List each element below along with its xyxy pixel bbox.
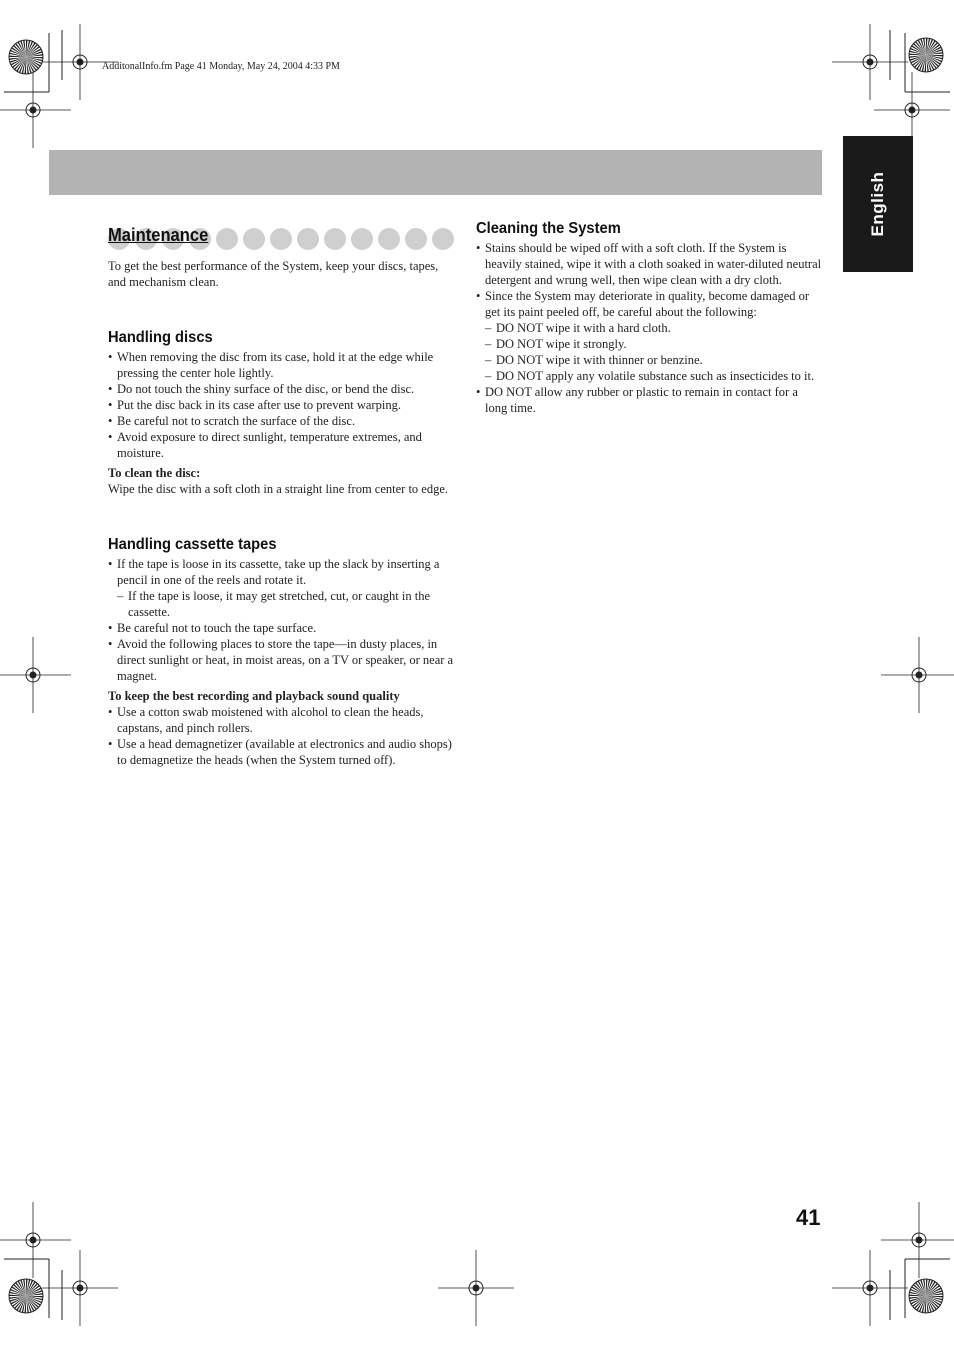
header-band	[49, 150, 822, 195]
decorative-dot	[405, 228, 427, 250]
handling-discs-title: Handling discs	[108, 329, 213, 346]
list-item: • Avoid exposure to direct sunlight, temperature extremes, and moisture.	[108, 429, 454, 461]
handling-tapes-list	[108, 556, 454, 588]
decorative-dot	[432, 228, 454, 250]
language-label: English	[868, 171, 887, 237]
registration-target-icon	[438, 1250, 514, 1326]
cleaning-system-list-cont	[476, 384, 822, 416]
quality-list	[108, 704, 454, 768]
quality-subhead: To keep the best recording and playback sound quality	[108, 689, 400, 703]
decorative-dot	[216, 228, 238, 250]
maintenance-title: Maintenance	[108, 225, 209, 245]
dash-item: – DO NOT wipe it with thinner or benzine.	[476, 352, 822, 368]
sunburst-icon	[909, 1279, 943, 1313]
list-item: • DO NOT allow any rubber or plastic to remain in contact for a long time.	[476, 384, 822, 416]
clean-disc-text: Wipe the disc with a soft cloth in a straight line from center to edge.	[108, 482, 449, 496]
tape-dash-list	[108, 588, 454, 620]
cleaning-dash-list	[476, 320, 822, 384]
decorative-dot	[378, 228, 400, 250]
sunburst-icon	[909, 38, 943, 72]
list-item: • Be careful not to touch the tape surface.	[108, 620, 454, 636]
registration-target-icon	[0, 637, 71, 713]
registration-target-icon	[832, 1250, 908, 1326]
list-item: • When removing the disc from its case, hold it at the edge while pressing the center hole lightly.	[108, 349, 454, 381]
list-item: • Avoid the following places to store the tape—in dusty places, in direct sunlight or heat, in moist areas, on a TV or speaker, or near a magnet.	[108, 636, 454, 684]
decorative-dot	[243, 228, 265, 250]
cleaning-system-title: Cleaning the System	[476, 220, 621, 237]
registration-target-icon	[42, 1250, 118, 1326]
handling-tapes-list-cont	[108, 620, 454, 684]
decorative-dot	[270, 228, 292, 250]
list-item: • Use a head demagnetizer (available at electronics and audio shops) to demagnetize the heads (when the System turned off).	[108, 736, 454, 768]
right-column	[476, 219, 822, 416]
registration-target-icon	[881, 1202, 954, 1278]
decorative-dot	[324, 228, 346, 250]
maintenance-heading	[108, 226, 454, 250]
list-item: • Use a cotton swab moistened with alcohol to clean the heads, capstans, and pinch rollers.	[108, 704, 454, 736]
decorative-dot	[351, 228, 373, 250]
list-item	[108, 556, 454, 588]
dash-item: – DO NOT wipe it with a hard cloth.	[476, 320, 822, 336]
handling-discs-list	[108, 349, 454, 461]
dash-item: – DO NOT wipe it strongly.	[476, 336, 822, 352]
list-item: • Be careful not to scratch the surface of the disc.	[108, 413, 454, 429]
clean-disc-subhead: To clean the disc:	[108, 466, 201, 480]
list-item: • Put the disc back in its case after use to prevent warping.	[108, 397, 454, 413]
registration-target-icon	[0, 72, 71, 148]
dash-item: – If the tape is loose, it may get stretched, cut, or caught in the cassette.	[108, 588, 454, 620]
registration-target-icon	[0, 1202, 71, 1278]
list-item-text: If the tape is loose in its cassette, take up the slack by inserting a pencil in one of the reels and rotate it.	[117, 557, 440, 587]
cleaning-system-list	[476, 240, 822, 320]
maintenance-intro: To get the best performance of the System, keep your discs, tapes, and mechanism clean.	[108, 259, 439, 289]
left-column	[108, 226, 454, 768]
decorative-dot	[297, 228, 319, 250]
sunburst-icon	[9, 40, 43, 74]
list-item: • Do not touch the shiny surface of the disc, or bend the disc.	[108, 381, 454, 397]
page-number: 41	[796, 1205, 821, 1230]
registration-target-icon	[832, 24, 908, 100]
dash-item: – DO NOT apply any volatile substance such as insecticides to it.	[476, 368, 822, 384]
registration-target-icon	[881, 637, 954, 713]
list-item: • Since the System may deteriorate in quality, become damaged or get its paint peeled off, be careful about the following:	[476, 288, 822, 320]
file-header-info: AdditonalInfo.fm Page 41 Monday, May 24, 2004 4:33 PM	[102, 61, 340, 72]
handling-tapes-title: Handling cassette tapes	[108, 536, 277, 553]
sunburst-icon	[9, 1279, 43, 1313]
list-item: • Stains should be wiped off with a soft cloth. If the System is heavily stained, wipe it with a cloth soaked in water-diluted neutral detergent and wrung well, then wipe clean with a dry cloth.	[476, 240, 822, 288]
language-tab	[843, 136, 913, 272]
